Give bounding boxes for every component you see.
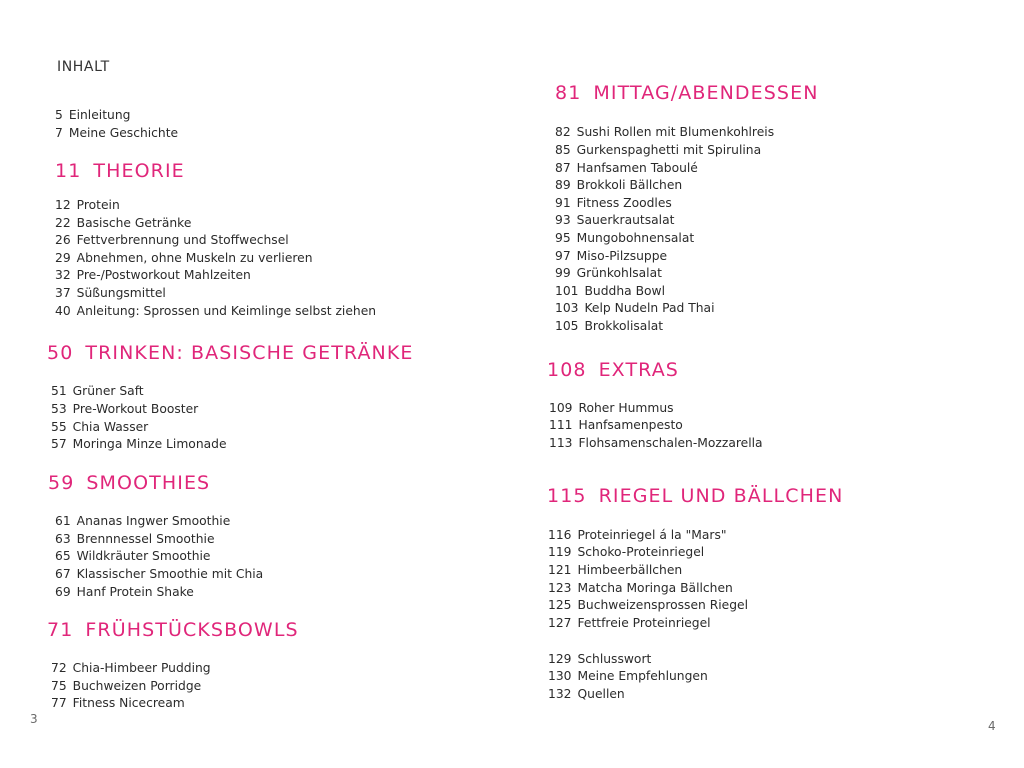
entry-page-number: 105 [555, 319, 579, 333]
toc-entry [555, 318, 663, 336]
entry-page-number: 67 [55, 567, 71, 581]
section-title: MITTAG/ABENDESSEN [593, 82, 819, 104]
entry-title: Brokkoli Bällchen [576, 178, 683, 192]
entry-title: Buchweizen Porridge [72, 679, 202, 693]
entry-title: Moringa Minze Limonade [72, 437, 227, 451]
entry-page-number: 97 [555, 249, 571, 263]
entry-title: Buddha Bowl [584, 284, 665, 298]
section-page-number: 71 [47, 619, 74, 641]
entry-title: Schlusswort [577, 652, 652, 666]
entry-page-number: 101 [555, 284, 579, 298]
section-page-number: 11 [55, 160, 82, 182]
entry-title: Mungobohnensalat [576, 231, 695, 245]
section-heading [547, 359, 679, 381]
entry-page-number: 103 [555, 301, 579, 315]
entry-title: Klassischer Smoothie mit Chia [76, 567, 264, 581]
entry-page-number: 91 [555, 196, 571, 210]
entry-title: Fettfreie Proteinriegel [577, 616, 711, 630]
toc-entry [548, 686, 625, 704]
entry-title: Buchweizensprossen Riegel [577, 598, 749, 612]
entry-title: Grünkohlsalat [576, 266, 662, 280]
entry-page-number: 29 [55, 251, 71, 265]
toc-entry [548, 580, 733, 598]
toc-entry [555, 177, 682, 195]
entry-page-number: 111 [549, 418, 573, 432]
entry-page-number: 63 [55, 532, 71, 546]
section-page-number: 59 [48, 472, 75, 494]
entry-page-number: 113 [549, 436, 573, 450]
entry-title: Brennnessel Smoothie [76, 532, 215, 546]
section-title: EXTRAS [598, 359, 679, 381]
entry-title: Einleitung [68, 108, 131, 122]
toc-entry [548, 562, 682, 580]
toc-entry [51, 660, 211, 678]
toc-entry [548, 544, 704, 562]
entry-page-number: 95 [555, 231, 571, 245]
entry-page-number: 69 [55, 585, 71, 599]
section-heading [555, 82, 819, 104]
entry-page-number: 119 [548, 545, 572, 559]
toc-entry [549, 417, 683, 435]
entry-title: Chia Wasser [72, 420, 149, 434]
entry-page-number: 129 [548, 652, 572, 666]
toc-entry [55, 250, 313, 268]
entry-page-number: 75 [51, 679, 67, 693]
toc-entry [555, 283, 665, 301]
toc-entry [51, 401, 198, 419]
entry-page-number: 125 [548, 598, 572, 612]
entry-title: Roher Hummus [578, 401, 674, 415]
toc-entry [555, 124, 774, 142]
toc-entry [55, 107, 130, 125]
entry-title: Pre-Workout Booster [72, 402, 199, 416]
toc-entry [548, 615, 711, 633]
entry-title: Proteinriegel á la "Mars" [577, 528, 727, 542]
entry-page-number: 109 [549, 401, 573, 415]
entry-title: Süßungsmittel [76, 286, 166, 300]
toc-entry [51, 436, 227, 454]
entry-page-number: 53 [51, 402, 67, 416]
entry-title: Meine Empfehlungen [577, 669, 708, 683]
section-title: TRINKEN: BASISCHE GETRÄNKE [85, 342, 414, 364]
entry-title: Brokkolisalat [584, 319, 664, 333]
entry-title: Schoko-Proteinriegel [577, 545, 705, 559]
entry-title: Gurkenspaghetti mit Spirulina [576, 143, 762, 157]
entry-title: Protein [76, 198, 120, 212]
entry-title: Matcha Moringa Bällchen [577, 581, 733, 595]
entry-page-number: 82 [555, 125, 571, 139]
entry-page-number: 99 [555, 266, 571, 280]
toc-entry [548, 651, 651, 669]
section-heading [47, 619, 299, 641]
section-title: FRÜHSTÜCKSBOWLS [85, 619, 299, 641]
entry-page-number: 130 [548, 669, 572, 683]
toc-entry [51, 383, 144, 401]
section-heading [47, 342, 414, 364]
entry-page-number: 121 [548, 563, 572, 577]
entry-page-number: 5 [55, 108, 63, 122]
entry-page-number: 65 [55, 549, 71, 563]
entry-title: Fitness Zoodles [576, 196, 672, 210]
toc-entry [548, 668, 708, 686]
toc-entry [55, 267, 251, 285]
toc-entry [555, 265, 662, 283]
toc-entry [55, 584, 194, 602]
toc-entry [549, 400, 674, 418]
entry-page-number: 89 [555, 178, 571, 192]
entry-title: Quellen [577, 687, 625, 701]
entry-title: Ananas Ingwer Smoothie [76, 514, 231, 528]
entry-title: Fitness Nicecream [72, 696, 185, 710]
entry-page-number: 26 [55, 233, 71, 247]
entry-page-number: 7 [55, 126, 63, 140]
entry-title: Hanfsamenpesto [578, 418, 683, 432]
toc-entry [51, 695, 185, 713]
toc-entry [55, 513, 230, 531]
entry-page-number: 72 [51, 661, 67, 675]
entry-title: Basische Getränke [76, 216, 192, 230]
toc-entry [55, 197, 120, 215]
section-title: RIEGEL UND BÄLLCHEN [598, 485, 844, 507]
entry-title: Kelp Nudeln Pad Thai [584, 301, 715, 315]
page-number-left: 3 [30, 712, 38, 726]
entry-page-number: 40 [55, 304, 71, 318]
entry-title: Hanf Protein Shake [76, 585, 194, 599]
section-title: SMOOTHIES [86, 472, 211, 494]
section-heading [547, 485, 843, 507]
section-page-number: 50 [47, 342, 74, 364]
toc-entry [55, 232, 289, 250]
toc-entry [55, 215, 191, 233]
page-number-right: 4 [988, 719, 996, 733]
entry-page-number: 12 [55, 198, 71, 212]
entry-page-number: 37 [55, 286, 71, 300]
entry-page-number: 32 [55, 268, 71, 282]
toc-entry [555, 300, 714, 318]
entry-title: Anleitung: Sprossen und Keimlinge selbst ziehen [76, 304, 377, 318]
entry-title: Flohsamenschalen-Mozzarella [578, 436, 763, 450]
toc-entry [549, 435, 763, 453]
toc-entry [548, 527, 727, 545]
entry-title: Sushi Rollen mit Blumenkohlreis [576, 125, 775, 139]
section-page-number: 115 [547, 485, 587, 507]
toc-entry [55, 548, 210, 566]
toc-entry [55, 125, 178, 143]
toc-entry [555, 195, 672, 213]
entry-page-number: 132 [548, 687, 572, 701]
entry-page-number: 55 [51, 420, 67, 434]
toc-entry [55, 531, 215, 549]
entry-title: Wildkräuter Smoothie [76, 549, 211, 563]
toc-entry [51, 678, 201, 696]
toc-entry [555, 160, 698, 178]
toc-entry [555, 230, 694, 248]
entry-page-number: 77 [51, 696, 67, 710]
entry-page-number: 116 [548, 528, 572, 542]
entry-page-number: 127 [548, 616, 572, 630]
page-title: INHALT [57, 59, 110, 75]
entry-title: Miso-Pilzsuppe [576, 249, 668, 263]
toc-entry [555, 212, 674, 230]
entry-title: Chia-Himbeer Pudding [72, 661, 211, 675]
entry-page-number: 57 [51, 437, 67, 451]
entry-title: Abnehmen, ohne Muskeln zu verlieren [76, 251, 313, 265]
section-heading [48, 472, 210, 494]
entry-page-number: 51 [51, 384, 67, 398]
section-page-number: 81 [555, 82, 582, 104]
entry-page-number: 61 [55, 514, 71, 528]
entry-page-number: 87 [555, 161, 571, 175]
entry-title: Hanfsamen Taboulé [576, 161, 698, 175]
entry-title: Meine Geschichte [68, 126, 179, 140]
entry-title: Himbeerbällchen [577, 563, 683, 577]
entry-page-number: 93 [555, 213, 571, 227]
toc-entry [555, 142, 761, 160]
section-page-number: 108 [547, 359, 587, 381]
entry-page-number: 85 [555, 143, 571, 157]
section-heading [55, 160, 185, 182]
entry-page-number: 123 [548, 581, 572, 595]
toc-entry [51, 419, 148, 437]
entry-title: Fettverbrennung und Stoffwechsel [76, 233, 289, 247]
entry-title: Grüner Saft [72, 384, 144, 398]
toc-entry [555, 248, 667, 266]
entry-page-number: 22 [55, 216, 71, 230]
entry-title: Sauerkrautsalat [576, 213, 675, 227]
toc-entry [55, 303, 376, 321]
section-title: THEORIE [93, 160, 185, 182]
entry-title: Pre-/Postworkout Mahlzeiten [76, 268, 251, 282]
toc-entry [55, 285, 166, 303]
toc-entry [55, 566, 263, 584]
toc-entry [548, 597, 748, 615]
